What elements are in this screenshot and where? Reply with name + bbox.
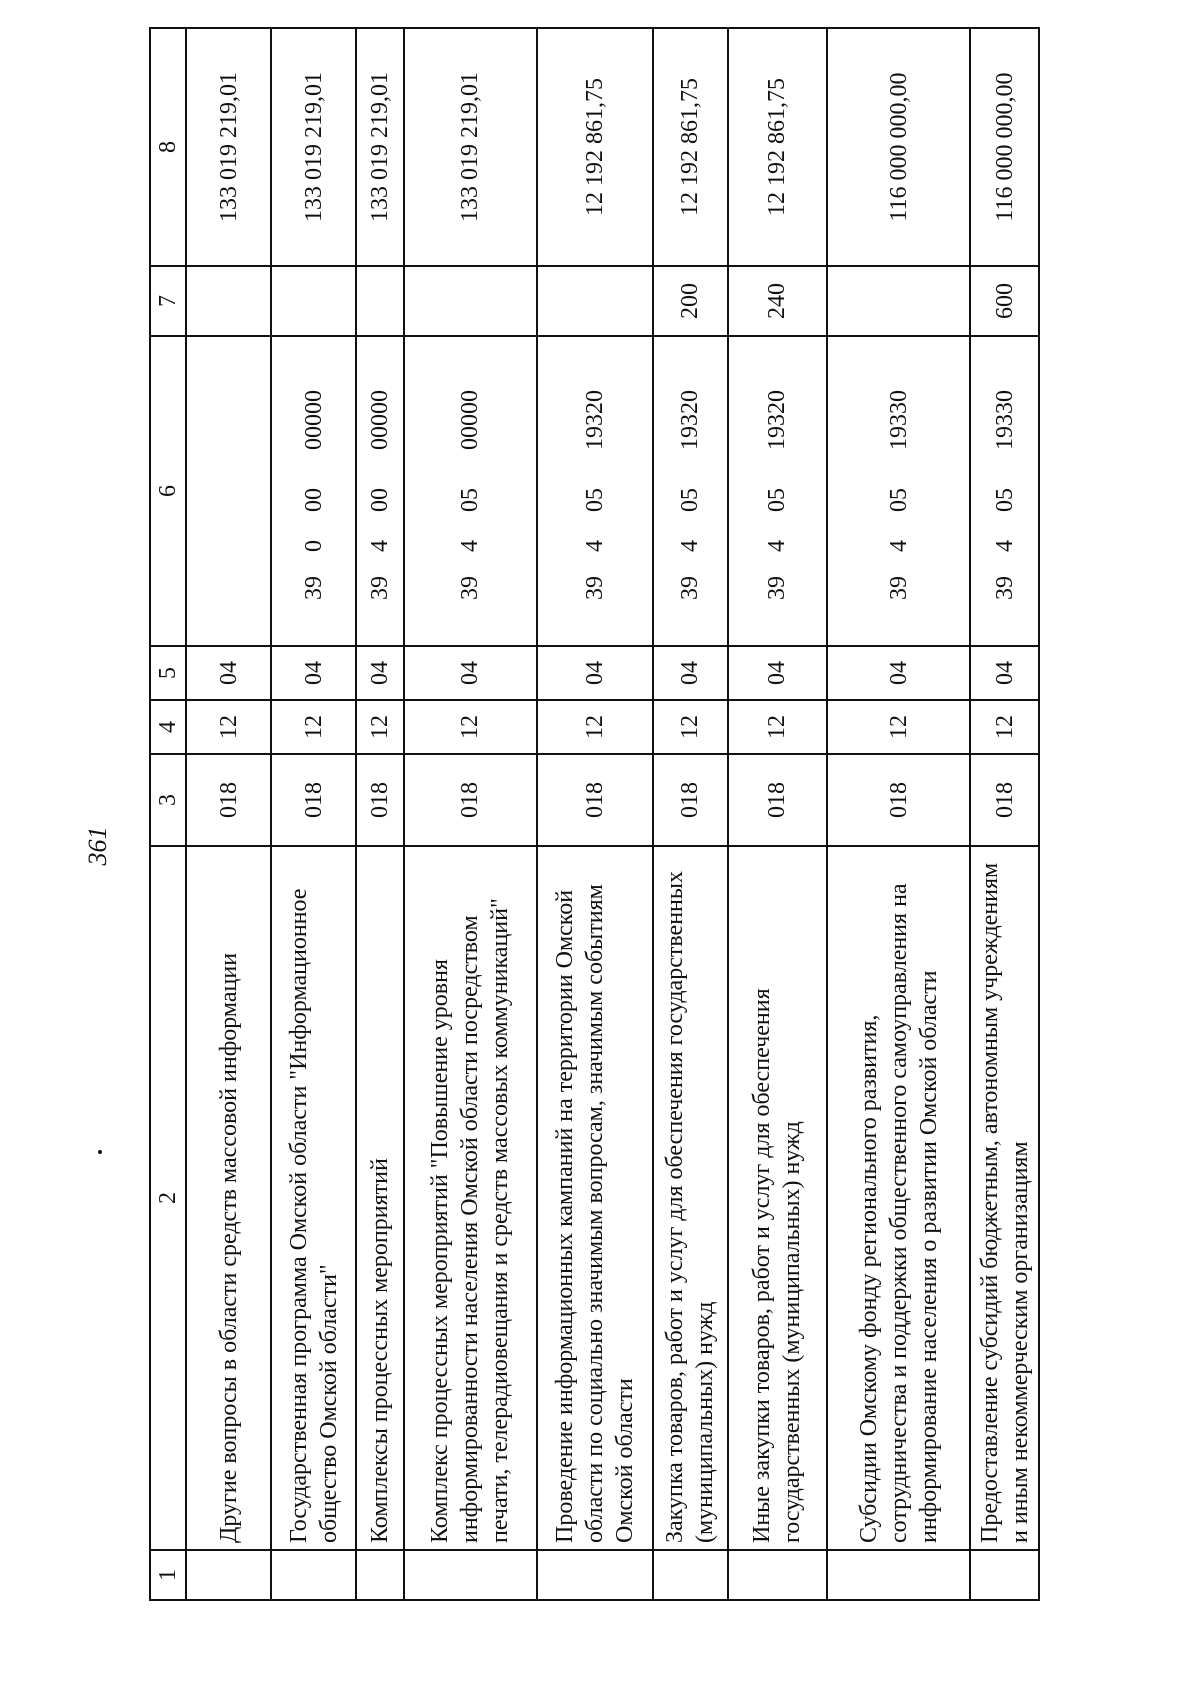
ministry-code-cell: 018 bbox=[271, 754, 356, 846]
expense-type-cell bbox=[827, 266, 970, 336]
budget-table bbox=[149, 27, 1040, 1601]
target-article-part: 4 bbox=[885, 540, 912, 552]
target-article-part: 4 bbox=[764, 540, 791, 552]
target-article-part: 39 bbox=[991, 576, 1018, 600]
table-row bbox=[728, 28, 828, 1600]
section-code-cell: 12 bbox=[271, 700, 356, 754]
target-article-part: 05 bbox=[457, 488, 484, 512]
target-article-part: 19330 bbox=[991, 390, 1018, 450]
ministry-code-cell: 018 bbox=[728, 754, 828, 846]
section-code-cell: 12 bbox=[653, 700, 728, 754]
table-row bbox=[827, 28, 970, 1600]
target-article-part: 19320 bbox=[764, 390, 791, 450]
target-article-cell bbox=[404, 336, 537, 646]
target-article-part: 0 bbox=[300, 540, 327, 552]
row-name-cell: Предоставление субсидий бюджетным, автономным учреждениям и иным некоммерческим организациям bbox=[970, 846, 1039, 1550]
amount-cell: 133 019 219,01 bbox=[356, 28, 404, 266]
header-col-3: 3 bbox=[150, 754, 186, 846]
table-row bbox=[356, 28, 404, 1600]
expense-type-cell: 200 bbox=[653, 266, 728, 336]
table-row bbox=[537, 28, 653, 1600]
target-article-part: 4 bbox=[457, 540, 484, 552]
row-index-cell bbox=[970, 1550, 1039, 1600]
target-article-cell bbox=[827, 336, 970, 646]
table-row bbox=[653, 28, 728, 1600]
row-name-cell: Субсидии Омскому фонду регионального развития, сотрудничества и поддержки общественного самоуправления на информирование населения о развитии Омской области bbox=[827, 846, 970, 1550]
target-article-part: 39 bbox=[764, 576, 791, 600]
header-col-8: 8 bbox=[150, 28, 186, 266]
target-article-part: 4 bbox=[581, 540, 608, 552]
amount-cell: 12 192 861,75 bbox=[537, 28, 653, 266]
header-col-6: 6 bbox=[150, 336, 186, 646]
target-article-part: 00000 bbox=[367, 390, 394, 450]
section-code-cell: 12 bbox=[827, 700, 970, 754]
target-article-cell bbox=[186, 336, 271, 646]
subsection-code-cell: 04 bbox=[970, 646, 1039, 700]
subsection-code-cell: 04 bbox=[537, 646, 653, 700]
target-article-part: 19320 bbox=[677, 390, 704, 450]
target-article-part: 39 bbox=[457, 576, 484, 600]
row-index-cell bbox=[827, 1550, 970, 1600]
ministry-code-cell: 018 bbox=[356, 754, 404, 846]
subsection-code-cell: 04 bbox=[356, 646, 404, 700]
target-article-cell bbox=[537, 336, 653, 646]
row-index-cell bbox=[653, 1550, 728, 1600]
expense-type-cell: 600 bbox=[970, 266, 1039, 336]
amount-cell: 116 000 000,00 bbox=[827, 28, 970, 266]
amount-cell: 116 000 000,00 bbox=[970, 28, 1039, 266]
target-article-part: 05 bbox=[764, 488, 791, 512]
ministry-code-cell: 018 bbox=[186, 754, 271, 846]
row-name-cell: Иные закупки товаров, работ и услуг для обеспечения государственных (муниципальных) нужд bbox=[728, 846, 828, 1550]
subsection-code-cell: 04 bbox=[404, 646, 537, 700]
row-name-cell: Проведение информационных кампаний на территории Омской области по социально значимым вопросам, значимым событиям Омской области bbox=[537, 846, 653, 1550]
table-row bbox=[271, 28, 356, 1600]
row-name-cell: Закупка товаров, работ и услуг для обеспечения государственных (муниципальных) нужд bbox=[653, 846, 728, 1550]
amount-cell: 133 019 219,01 bbox=[271, 28, 356, 266]
amount-cell: 12 192 861,75 bbox=[653, 28, 728, 266]
expense-type-cell bbox=[271, 266, 356, 336]
subsection-code-cell: 04 bbox=[653, 646, 728, 700]
subsection-code-cell: 04 bbox=[271, 646, 356, 700]
target-article-part: 19320 bbox=[581, 390, 608, 450]
page-number: 361 bbox=[83, 826, 112, 866]
target-article-cell bbox=[728, 336, 828, 646]
row-name-cell: Другие вопросы в области средств массовой информации bbox=[186, 846, 271, 1550]
target-article-part: 4 bbox=[991, 540, 1018, 552]
target-article-part: 39 bbox=[300, 576, 327, 600]
row-index-cell bbox=[728, 1550, 828, 1600]
ministry-code-cell: 018 bbox=[970, 754, 1039, 846]
target-article-part: 00 bbox=[300, 488, 327, 512]
ministry-code-cell: 018 bbox=[827, 754, 970, 846]
expense-type-cell bbox=[537, 266, 653, 336]
row-index-cell bbox=[271, 1550, 356, 1600]
amount-cell: 133 019 219,01 bbox=[186, 28, 271, 266]
subsection-code-cell: 04 bbox=[728, 646, 828, 700]
section-code-cell: 12 bbox=[356, 700, 404, 754]
subsection-code-cell: 04 bbox=[827, 646, 970, 700]
section-code-cell: 12 bbox=[728, 700, 828, 754]
target-article-part: 00 bbox=[367, 488, 394, 512]
target-article-cell bbox=[653, 336, 728, 646]
amount-cell: 133 019 219,01 bbox=[404, 28, 537, 266]
target-article-part: 05 bbox=[581, 488, 608, 512]
table-row bbox=[970, 28, 1039, 1600]
header-col-2: 2 bbox=[150, 846, 186, 1550]
header-col-4: 4 bbox=[150, 700, 186, 754]
row-index-cell bbox=[537, 1550, 653, 1600]
target-article-part: 00000 bbox=[457, 390, 484, 450]
budget-table-rotated bbox=[149, 72, 1040, 1601]
target-article-part: 4 bbox=[677, 540, 704, 552]
expense-type-cell: 240 bbox=[728, 266, 828, 336]
target-article-part: 05 bbox=[885, 488, 912, 512]
target-article-part: 19330 bbox=[885, 390, 912, 450]
target-article-part: 4 bbox=[367, 540, 394, 552]
row-name-cell: Комплекс процессных мероприятий "Повышение уровня информированности населения Омской области посредством печати, телерадиовещания и средств массовых коммуникаций" bbox=[404, 846, 537, 1550]
header-col-5: 5 bbox=[150, 646, 186, 700]
ministry-code-cell: 018 bbox=[404, 754, 537, 846]
row-name-cell: Комплексы процессных мероприятий bbox=[356, 846, 404, 1550]
scan-dot bbox=[98, 1150, 102, 1154]
ministry-code-cell: 018 bbox=[537, 754, 653, 846]
table-row bbox=[404, 28, 537, 1600]
table-body bbox=[186, 28, 1039, 1600]
header-col-7: 7 bbox=[150, 266, 186, 336]
section-code-cell: 12 bbox=[404, 700, 537, 754]
amount-cell: 12 192 861,75 bbox=[728, 28, 828, 266]
target-article-cell bbox=[970, 336, 1039, 646]
row-name-cell: Государственная программа Омской области "Информационное общество Омской области" bbox=[271, 846, 356, 1550]
row-index-cell bbox=[356, 1550, 404, 1600]
target-article-part: 39 bbox=[677, 576, 704, 600]
header-col-1: 1 bbox=[150, 1550, 186, 1600]
target-article-part: 39 bbox=[581, 576, 608, 600]
table-row bbox=[186, 28, 271, 1600]
target-article-part: 05 bbox=[991, 488, 1018, 512]
target-article-part: 05 bbox=[677, 488, 704, 512]
section-code-cell: 12 bbox=[186, 700, 271, 754]
row-index-cell bbox=[186, 1550, 271, 1600]
header-row bbox=[150, 28, 186, 1600]
target-article-part: 39 bbox=[367, 576, 394, 600]
subsection-code-cell: 04 bbox=[186, 646, 271, 700]
target-article-cell bbox=[356, 336, 404, 646]
row-index-cell bbox=[404, 1550, 537, 1600]
section-code-cell: 12 bbox=[537, 700, 653, 754]
expense-type-cell bbox=[186, 266, 271, 336]
target-article-cell bbox=[271, 336, 356, 646]
expense-type-cell bbox=[404, 266, 537, 336]
ministry-code-cell: 018 bbox=[653, 754, 728, 846]
target-article-part: 39 bbox=[885, 576, 912, 600]
section-code-cell: 12 bbox=[970, 700, 1039, 754]
target-article-part: 00000 bbox=[300, 390, 327, 450]
expense-type-cell bbox=[356, 266, 404, 336]
